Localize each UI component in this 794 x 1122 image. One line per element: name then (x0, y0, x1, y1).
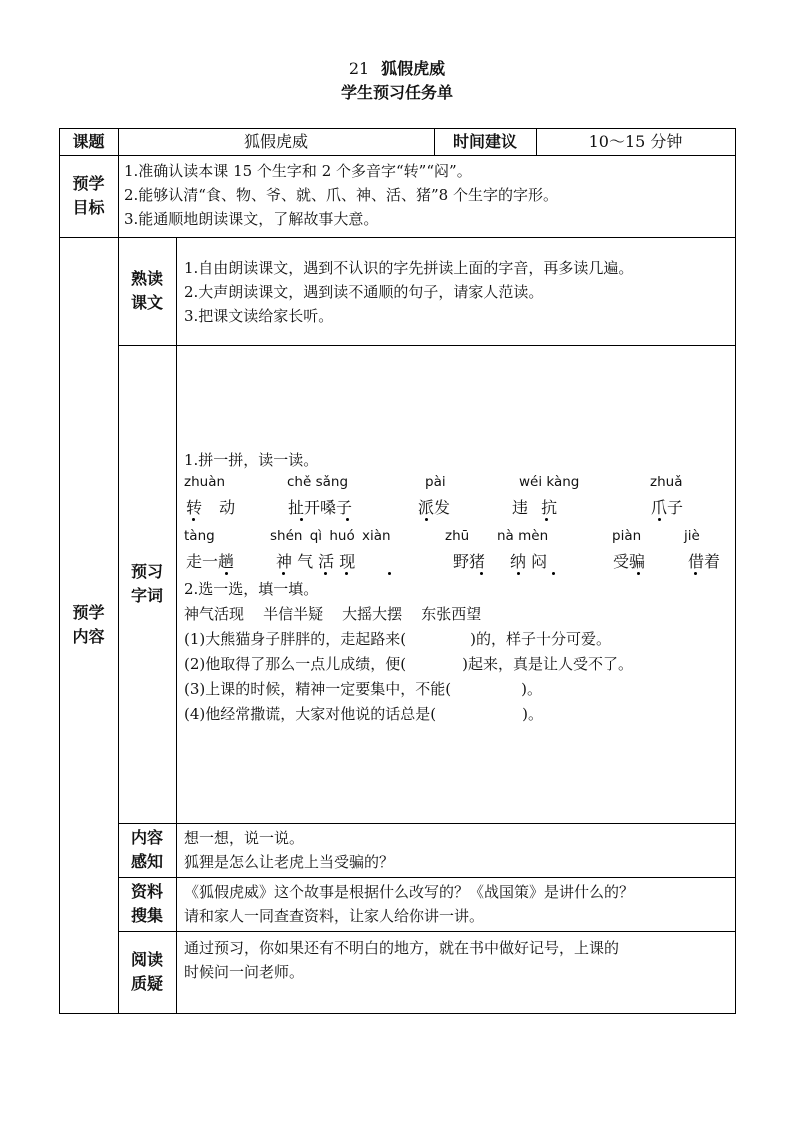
pinyin: wéi kàng (519, 474, 580, 490)
goals-label-line1: 预学 (72, 174, 105, 193)
goal-item: 1.准确认读本课 15 个生字和 2 个多音字“转”“闷”。 (124, 162, 472, 180)
word: 借着 (688, 552, 721, 571)
word: 受骗 (613, 552, 646, 571)
time-label: 时间建议 (452, 131, 517, 151)
lesson-number: 21 (348, 59, 370, 78)
research-label-line2: 搜集 (130, 906, 163, 925)
lesson-title (0, 58, 794, 80)
pinyin-task-title: 1.拼一拼，读一读。 (184, 451, 319, 469)
pinyin: zhū (445, 528, 470, 544)
time-value: 10～15 分钟 (588, 131, 683, 151)
pinyin: zhuàn (184, 474, 226, 490)
pinyin: pài (425, 474, 446, 490)
questions-label (118, 931, 176, 1013)
questions-item: 时候问一问老师。 (184, 963, 305, 981)
word: 爪子 (651, 498, 684, 517)
questions-label-line1: 阅读 (130, 950, 163, 969)
comprehension-item: 想一想，说一说。 (184, 829, 305, 847)
pinyin: tàng (184, 528, 215, 544)
comprehension-item: 狐狸是怎么让老虎上当受骗的？ (184, 853, 395, 871)
goal-item: 2.能够认清“食、物、爷、就、爪、神、活、猪”8 个生字的字形。 (124, 186, 558, 204)
pinyin: chě sǎng (287, 474, 349, 490)
word: 野猪 (453, 552, 486, 571)
reading-label-line1: 熟读 (130, 269, 163, 288)
research-item: 《狐假虎威》这个故事是根据什么改写的？《战国策》是讲什么的？ (184, 883, 635, 901)
comprehension-label-line2: 感知 (130, 852, 163, 871)
comprehension-label (118, 823, 176, 877)
word: 扯开嗓子 (288, 498, 353, 517)
goals-label (59, 155, 118, 237)
word: 纳 闷 (510, 552, 548, 571)
fill-sentence: (3)上课的时候，精神一定要集中，不能( )。 (184, 680, 542, 698)
reading-item: 1.自由朗读课文，遇到不认识的字先拼读上面的字音，再多读几遍。 (184, 259, 634, 277)
reading-item: 2.大声朗读课文，遇到读不通顺的句子，请家人范读。 (184, 283, 544, 301)
questions-list (184, 936, 619, 984)
research-list (184, 880, 634, 928)
research-label (118, 877, 176, 931)
vocab-label-line2: 字词 (130, 586, 163, 605)
questions-item: 通过预习，你如果还有不明白的地方，就在书中做好记号，上课的 (184, 939, 620, 957)
reading-item: 3.把课文读给家长听。 (184, 307, 334, 325)
reading-list (184, 256, 734, 328)
goal-item: 3.能通顺地朗读课文，了解故事大意。 (124, 210, 379, 228)
word: 违 抗 (512, 498, 562, 517)
content-label-line1: 预学 (72, 603, 105, 622)
vocab-label (118, 345, 176, 823)
research-item: 请和家人一同查查资料，让家人给你讲一讲。 (184, 907, 485, 925)
goals-list (124, 159, 732, 231)
reading-label-line2: 课文 (130, 293, 163, 312)
content-label-line2: 内容 (72, 627, 105, 646)
content-label (59, 237, 118, 1013)
pinyin: jiè (684, 528, 700, 544)
fill-sentence: (4)他经常撒谎，大家对他说的话总是( )。 (184, 705, 543, 723)
reading-label (118, 237, 176, 345)
worksheet-subtitle: 学生预习任务单 (340, 83, 453, 102)
word: 走一趟 (186, 552, 235, 571)
word: 神 气 活 现 (276, 552, 356, 571)
pinyin: nà mèn (497, 528, 549, 544)
word-choices: 神气活现 半信半疑 大摇大摆 东张西望 (184, 605, 482, 623)
goals-label-line2: 目标 (72, 198, 105, 217)
vocab-label-line1: 预习 (130, 562, 163, 581)
fill-sentence: (1)大熊猫身子胖胖的，走起路来( )的，样子十分可爱。 (184, 630, 611, 648)
research-label-line1: 资料 (130, 882, 163, 901)
word: 派发 (418, 498, 451, 517)
comprehension-label-line1: 内容 (130, 828, 163, 847)
pinyin: shén qì huó xiàn (270, 528, 391, 544)
topic-value: 狐假虎威 (243, 131, 308, 151)
pinyin: piàn (612, 528, 642, 544)
fill-task-title: 2.选一选，填一填。 (184, 580, 319, 598)
questions-label-line2: 质疑 (130, 974, 163, 993)
word: 转 动 (186, 498, 242, 517)
comprehension-list (184, 826, 394, 874)
topic-label: 课题 (72, 131, 105, 151)
lesson-name: 狐假虎威 (381, 59, 446, 78)
fill-sentence: (2)他取得了那么一点儿成绩，便( )起来，真是让人受不了。 (184, 655, 633, 673)
pinyin: zhuǎ (650, 474, 683, 490)
